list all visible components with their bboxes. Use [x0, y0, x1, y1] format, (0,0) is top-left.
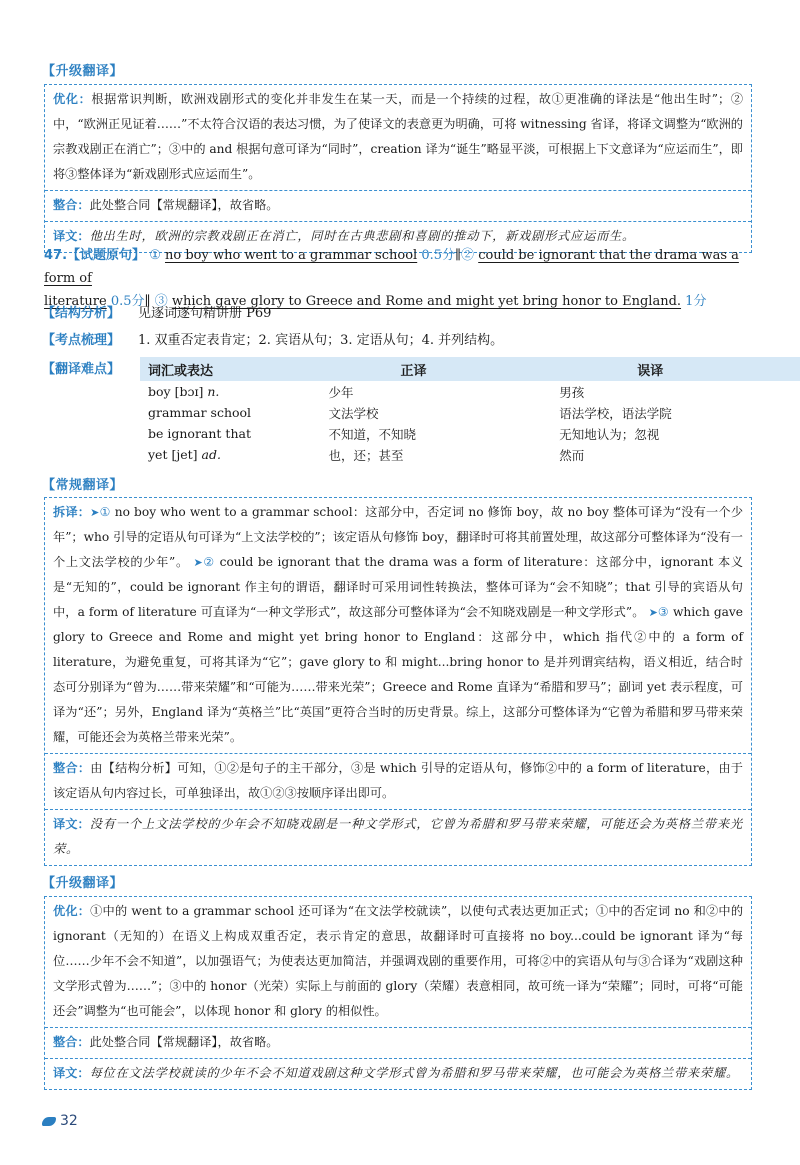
arrow-icon: ➤ — [90, 506, 100, 519]
split-text-1: no boy who went to a grammar school：这部分中，否定词 no 修饰 boy，故 no boy 整体可译为“没有一个少年”；who 引导的定语从句可译为“上文法学校的”；该定语从句修饰 boy，翻译时可将其前置处理，故这部分可整体译为“没有一个上文法学校的少年”。 — [53, 505, 744, 569]
vocab-correct: 少年 — [328, 384, 354, 400]
page-number: 32 — [60, 1113, 78, 1129]
upgrade-translation-tag: 【升级翻译】 — [42, 64, 124, 79]
regular-translation-box — [44, 497, 752, 866]
split-text-2: could be ignorant that the drama was a form of literature：这部分中，ignorant 本义是“无知的”，could be ignorant 作主句的谓语，翻译时可采用词性转换法，整体可译为“会不知晓”；that 引导的宾语从句中，a form of literature 可直译为“一种文学形式”，故这部分可整体译为“会不知晓戏剧是一种文学形式”。 — [53, 555, 744, 619]
vocab-word: grammar school — [148, 405, 252, 420]
segment-2b: literature — [44, 294, 107, 309]
translation-text: 没有一个上文法学校的少年会不知晓戏剧是一种文学形式，它曾为希腊和罗马带来荣耀，可能还会为英格兰带来光荣。 — [53, 817, 743, 856]
optimize-text: ①中的 went to a grammar school 还可译为“在文法学校就读”，以使句式表达更加正式；①中的否定词 no 和②中的 ignorant（无知的）在语义上构成双重否定，表示肯定的意思，故翻译时可直接将 no boy...could be ignorant 译为“每位……少年不会不知道”，以加强语气；为使表达更加简洁，并强调戏剧的重要作用，可将②中的宾语从句与③合译为“戏剧这种文学形式曾为……”；③中的 honor（光荣）实际上与前面的 glory（荣耀）表意相同，故可统一译为“荣耀”；同时，可将“可能还会”调整为“也可能会”，以体现 honor 和 glory 的相似性。 — [53, 904, 744, 1018]
optimize-label: 优化： — [53, 904, 91, 918]
separator: ∥ — [144, 294, 151, 309]
circle-2: ② — [461, 248, 475, 263]
points-tag: 【考点梳理】 — [42, 333, 121, 348]
points-text: 1. 双重否定表肯定；2. 宾语从句；3. 定语从句；4. 并列结构。 — [138, 333, 504, 348]
points-summary — [42, 329, 503, 348]
separator: ∥ — [455, 248, 462, 263]
score-3: 1分 — [685, 294, 707, 309]
structure-text: 见逐词逐句精讲册 P69 — [138, 306, 272, 321]
segment-1: no boy who went to a grammar school — [164, 248, 418, 263]
vocab-wrong: 语法学校，语法学院 — [559, 405, 672, 421]
vocab-word: be ignorant that — [148, 426, 251, 441]
optimize-label: 优化： — [53, 92, 92, 106]
split-row — [45, 498, 751, 753]
difficulty-tag: 【翻译难点】 — [42, 362, 121, 377]
circle-1: ① — [149, 248, 161, 263]
page-footer — [42, 1113, 78, 1129]
translation-row — [45, 1058, 751, 1089]
translation-text: 他出生时，欧洲的宗教戏剧正在消亡，同时在古典悲剧和喜剧的推动下，新戏剧形式应运而生。 — [89, 229, 636, 243]
structure-analysis — [42, 302, 271, 321]
vocab-table — [140, 357, 800, 465]
vocab-word: yet [jet] — [148, 447, 198, 462]
vocab-correct: 不知道，不知晓 — [328, 426, 416, 442]
upgrade-translation-box-2 — [44, 896, 752, 1090]
structure-tag: 【结构分析】 — [42, 306, 121, 321]
table-row — [140, 402, 800, 423]
score-1: 0.5分 — [421, 248, 456, 263]
regular-translation-tag: 【常规翻译】 — [42, 478, 124, 493]
score-2: 0.5分 — [110, 294, 145, 309]
integrate-text: 此处整合同【常规翻译】，故省略。 — [89, 198, 279, 212]
integrate-label: 整合： — [53, 1035, 90, 1049]
split-text-3: which gave glory to Greece and Rome and might yet bring honor to England：这部分中，which 指代②中的 a form of literature，为避免重复，可将其译为“它”；gave glory to 和 might...bring honor to 是并列谓宾结构，语义相近，结合时态可分别译为“曾为……带来荣耀”和“可能为……带来光荣”；Greece and Rome 直译为“希腊和罗马”；副词 yet 表示程度，可译为“还”；另外，England 译为“英格兰”比“英国”更符合当时的历史背景。综上，这部分可整体译为“它曾为希腊和罗马带来荣耀，可能还会为英格兰带来光荣”。 — [53, 605, 743, 744]
integrate-row — [45, 190, 751, 221]
vocab-header-wrong: 误译 — [559, 357, 800, 381]
vocab-wrong: 男孩 — [559, 384, 585, 400]
translation-text: 每位在文法学校就读的少年不会不知道戏剧这种文学形式曾为希腊和罗马带来荣耀，也可能会为英格兰带来荣耀。 — [89, 1066, 739, 1080]
question-number: 47. — [44, 248, 68, 263]
integrate-row — [45, 1027, 751, 1058]
vocab-header-row — [140, 357, 800, 381]
vocab-header-correct: 正译 — [328, 357, 559, 381]
optimize-row — [45, 85, 751, 190]
translation-label: 译文： — [53, 229, 90, 243]
translation-label: 译文： — [53, 1066, 90, 1080]
optimize-text: 根据常识判断，欧洲戏剧形式的变化并非发生在某一天，而是一个持续的过程，故①更准确的译法是“他出生时”；②中，“欧洲正见证着……”不太符合汉语的表达习惯，为了使译文的表意更为明确，可将 witnessing 省译，将译文调整为“欧洲的宗教戏剧正在消亡”；③中的 and 根据句意可译为“同时”，creation 译为“诞生”略显平淡，可根据上下文意译为“应运而生”，即将③整体译为“新戏剧形式应运而生”。 — [53, 92, 744, 181]
vocab-header-word: 词汇或表达 — [140, 357, 328, 381]
table-row — [140, 381, 800, 402]
leaf-icon — [42, 1117, 56, 1126]
table-row — [140, 423, 800, 444]
vocab-pos: n. — [207, 384, 220, 399]
integrate-label: 整合： — [53, 761, 91, 775]
circle-2: ② — [202, 555, 216, 569]
integrate-text: 此处整合同【常规翻译】，故省略。 — [89, 1035, 279, 1049]
segment-3: which gave glory to Greece and Rome and might yet bring honor to England. — [171, 294, 682, 309]
vocab-word: boy [bɔɪ] — [148, 384, 204, 399]
circle-3: ③ — [154, 294, 168, 309]
question-source-tag: 【试题原句】 — [67, 248, 146, 263]
vocab-correct: 也，还；甚至 — [328, 447, 404, 463]
split-label: 拆译： — [53, 505, 91, 519]
optimize-row — [45, 897, 751, 1027]
translation-row — [45, 809, 751, 865]
circle-1: ① — [99, 505, 111, 519]
circle-3: ③ — [657, 605, 669, 619]
table-row — [140, 444, 800, 465]
integrate-label: 整合： — [53, 198, 90, 212]
translation-label: 译文： — [53, 817, 90, 831]
difficulty-label — [42, 358, 138, 377]
segment-2a: could be ignorant that the drama was a form of — [44, 248, 739, 286]
upgrade-translation-tag: 【升级翻译】 — [42, 876, 124, 891]
upgrade-translation-box-1 — [44, 84, 752, 253]
vocab-pos: ad. — [201, 447, 221, 462]
vocab-correct: 文法学校 — [328, 405, 379, 421]
arrow-icon: ➤ — [648, 606, 658, 619]
arrow-icon: ➤ — [193, 556, 203, 569]
vocab-wrong: 无知地认为；忽视 — [559, 426, 660, 442]
integrate-text: 由【结构分析】可知，①②是句子的主干部分，③是 which 引导的定语从句，修饰②中的 a form of literature，由于该定语从句内容过长，可单独译出，故①②③按顺序译出即可。 — [53, 761, 743, 800]
integrate-row — [45, 753, 751, 809]
vocab-wrong: 然而 — [559, 447, 585, 463]
